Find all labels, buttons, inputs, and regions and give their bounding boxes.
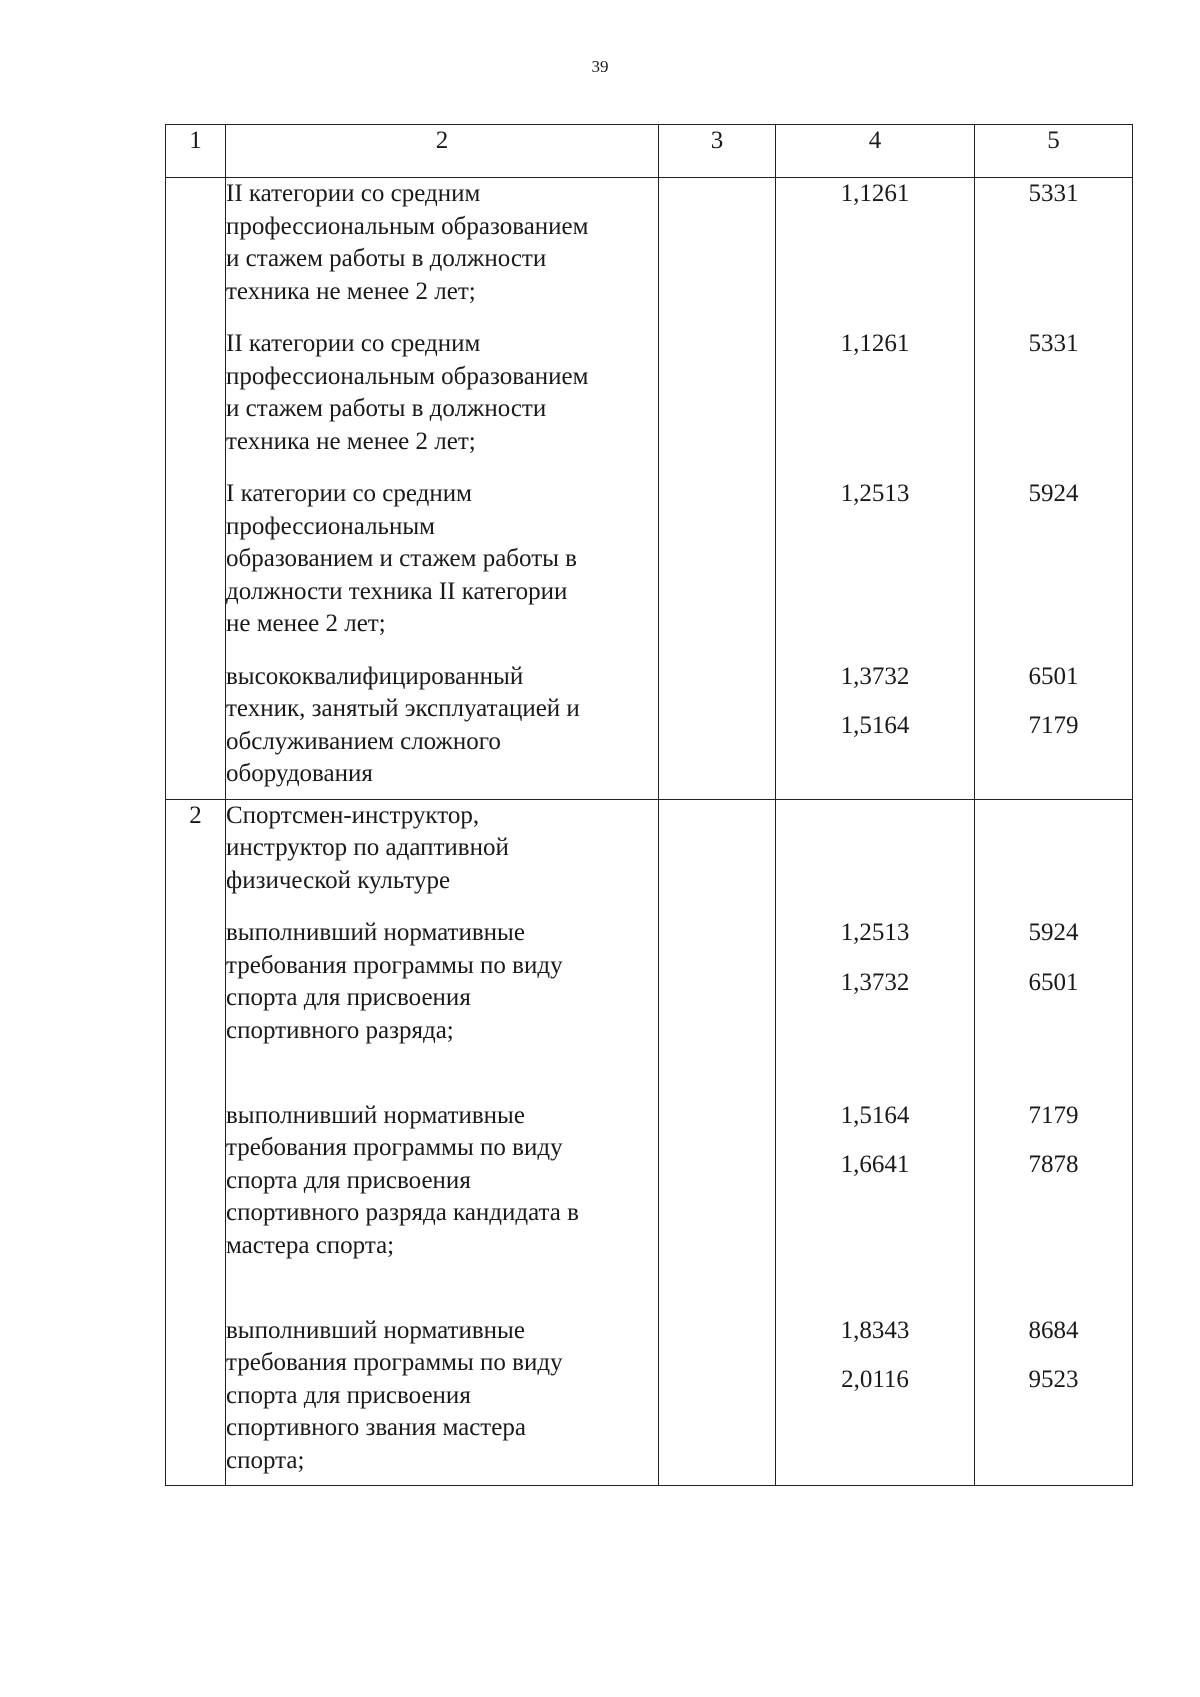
description-line: профессиональным образованием <box>226 212 589 240</box>
description-line: спортивного звания мастера <box>226 1414 526 1441</box>
page-number: 39 <box>591 57 609 76</box>
description-cell <box>226 799 659 1486</box>
position-description <box>226 328 658 458</box>
salary-value: 8684 <box>1028 1316 1079 1344</box>
description-line: должности техника II категории <box>226 577 568 605</box>
coefficients-table <box>165 124 1133 1486</box>
coefficient-value-group <box>776 917 974 1100</box>
salary-value: 5924 <box>1028 919 1079 946</box>
description-line: обслуживанием сложного <box>226 727 501 755</box>
description-cell <box>226 178 659 800</box>
description-line <box>226 1262 658 1295</box>
description-line: инструктор по адаптивной <box>226 834 509 861</box>
description-line: спорта для присвоения <box>226 1166 471 1194</box>
position-description <box>226 917 658 1080</box>
description-line: выполнивший нормативные <box>226 919 525 946</box>
salary-cell <box>975 178 1133 800</box>
header-cell-5: 5 <box>975 125 1133 178</box>
coefficient-value: 1,3732 <box>840 662 910 690</box>
coefficient-value: 1,8343 <box>840 1316 910 1344</box>
salary-value: 5331 <box>1028 330 1079 357</box>
description-line: спорта для присвоения <box>226 1381 471 1409</box>
coefficient-value: 1,2513 <box>840 919 910 946</box>
position-description <box>226 478 658 641</box>
header-cell-4: 4 <box>776 125 975 178</box>
salary-value: 6501 <box>1028 662 1079 690</box>
salary-value: 7179 <box>1028 1101 1079 1129</box>
coefficient-value: 2,0116 <box>841 1366 909 1393</box>
coefficient-value-group <box>776 328 974 478</box>
description-line: и стажем работы в должности <box>226 245 547 272</box>
description-line: профессиональным <box>226 512 435 540</box>
salary-value: 6501 <box>1028 968 1079 996</box>
coefficient-cell <box>776 799 975 1486</box>
coefficient-value: 1,5164 <box>840 1101 910 1129</box>
position-description <box>226 1100 658 1295</box>
description-line: требования программы по виду <box>226 1134 563 1161</box>
description-line: образованием и стажем работы в <box>226 545 577 572</box>
description-line: выполнивший нормативные <box>226 1101 525 1129</box>
salary-value: 5331 <box>1028 180 1079 207</box>
coefficient-value-group <box>776 800 974 918</box>
salary-value-group <box>975 1100 1132 1315</box>
salary-value-group <box>975 1315 1132 1478</box>
header-cell-2: 2 <box>226 125 659 178</box>
coefficient-value-group <box>776 478 974 661</box>
salary-value: 7878 <box>1028 1151 1079 1178</box>
description-line: техника не менее 2 лет; <box>226 277 476 305</box>
coefficient-value: 1,6641 <box>840 1151 910 1178</box>
description-line: требования программы по виду <box>226 1349 563 1376</box>
header-cell-3: 3 <box>659 125 776 178</box>
position-description <box>226 800 658 898</box>
salary-value-group <box>975 178 1132 328</box>
coefficient-value: 1,1261 <box>840 180 910 207</box>
description-line: Спортсмен-инструктор, <box>226 801 480 829</box>
description-line: оборудования <box>226 760 373 787</box>
description-line: выполнивший нормативные <box>226 1316 525 1344</box>
salary-value-group <box>975 917 1132 1100</box>
position-description <box>226 1315 658 1478</box>
salary-value: 7179 <box>1028 712 1079 739</box>
description-line: и стажем работы в должности <box>226 395 547 422</box>
salary-value-group <box>975 328 1132 478</box>
description-line <box>226 1047 658 1080</box>
description-line: спортивного разряда; <box>226 1016 454 1044</box>
coefficient-cell <box>776 178 975 800</box>
description-line: физической культуре <box>226 866 451 894</box>
description-line: высококвалифицированный <box>226 662 524 690</box>
description-line: I категории со средним <box>226 480 472 507</box>
description-line: II категории со средним <box>226 330 481 357</box>
salary-value-group <box>975 661 1132 791</box>
coefficient-value: 1,1261 <box>840 330 910 357</box>
description-line: спорта; <box>226 1446 305 1474</box>
description-line: требования программы по виду <box>226 951 563 979</box>
salary-value: 9523 <box>1028 1366 1079 1393</box>
row-number-cell: 2 <box>166 799 226 1486</box>
salary-value-group <box>975 478 1132 661</box>
position-description <box>226 178 658 308</box>
coefficient-value-group <box>776 1315 974 1478</box>
empty-cell <box>659 799 776 1486</box>
coefficient-value-group <box>776 1100 974 1315</box>
salary-value-group <box>975 800 1132 918</box>
salary-cell <box>975 799 1133 1486</box>
empty-cell <box>659 178 776 800</box>
salary-value: 5924 <box>1028 480 1079 507</box>
description-line: мастера спорта; <box>226 1231 395 1259</box>
description-line: спортивного разряда кандидата в <box>226 1199 579 1226</box>
description-line: профессиональным образованием <box>226 362 589 390</box>
position-description <box>226 661 658 791</box>
coefficient-value: 1,2513 <box>840 480 910 507</box>
description-line: техника не менее 2 лет; <box>226 427 476 455</box>
description-line: спорта для присвоения <box>226 984 471 1011</box>
description-line: II категории со средним <box>226 180 481 207</box>
header-cell-1: 1 <box>166 125 226 178</box>
row-number-cell <box>166 178 226 800</box>
table-row <box>166 178 1133 800</box>
coefficient-value: 1,5164 <box>840 712 910 739</box>
description-line: техник, занятый эксплуатацией и <box>226 695 580 722</box>
table-header-row <box>166 125 1133 178</box>
coefficient-value-group <box>776 661 974 791</box>
coefficient-value-group <box>776 178 974 328</box>
description-line: не менее 2 лет; <box>226 610 386 637</box>
coefficient-value: 1,3732 <box>840 968 910 996</box>
table-row <box>166 799 1133 1486</box>
